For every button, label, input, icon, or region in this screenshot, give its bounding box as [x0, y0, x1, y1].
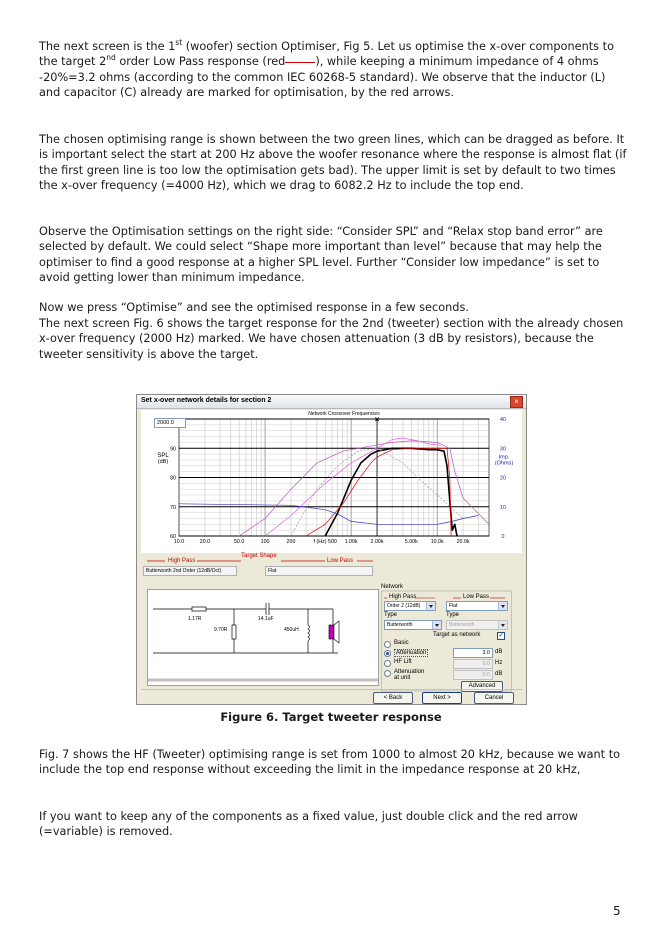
p1-sup-st: st	[175, 38, 183, 48]
network-label: Network	[381, 584, 404, 590]
y2-tick-label: 0	[501, 534, 505, 540]
x-tick-label: 2.00k	[370, 539, 384, 545]
x-tick-label: 5.00k	[404, 539, 418, 545]
attenuation-input[interactable]	[453, 648, 493, 658]
r2-label[interactable]: 9.70R	[214, 627, 228, 633]
chevron-down-icon[interactable]	[498, 602, 507, 610]
hf-lift-value: 0.0	[482, 661, 490, 667]
hp-shape-value: Butterworth 2nd Order (12dB/Oct)	[146, 568, 222, 574]
x-tick-label: 50.0	[233, 539, 245, 545]
x-tick-label: f (Hz) 500	[313, 539, 337, 545]
lp-order-value: Flat	[449, 603, 458, 609]
x-tick-label: 1.00k	[344, 539, 358, 545]
freq-input[interactable]	[154, 418, 186, 428]
paragraph-2: The chosen optimising range is shown between the two green lines, which can be dragged as before. It is important select the start at 200 Hz above the woofer resonance where the response is almost flat (if the first green line is too low the optimisation gets bad). The upper limit is set by default to two times the x-over frequency (=4000 Hz), which we drag to 6082.2 Hz to include the top end.	[39, 133, 627, 193]
hp-type-value: Butterworth	[387, 622, 413, 628]
net-lp-label: Low Pass	[463, 594, 490, 600]
hp-type-label: Type	[384, 612, 398, 618]
p1-text-c: order Low Pass response (red	[115, 55, 286, 69]
p1-text-b: (woofer) section Optimiser, Fig 5. Let us optimise the x-over components to the target 2	[39, 40, 614, 69]
p1-sup-nd: nd	[106, 53, 116, 63]
xover-dialog	[136, 394, 527, 705]
y2-axis-unit: (Ohms)	[494, 460, 514, 467]
target-as-network-label: Target as network	[433, 632, 481, 638]
attenuation-label: Attenuation	[396, 650, 427, 656]
p1-text-a: The next screen is the 1	[39, 40, 176, 53]
unit-db-2: dB	[495, 671, 503, 677]
atten-unit-label: Attenuation	[394, 669, 425, 675]
paragraph-3: Observe the Optimisation settings on the right side: “Consider SPL” and “Relax stop band error” are selected by default. We could select “Shape more important than level” because that may help the optimiser to find a good response at a higher SPL level. Further “Consider low impedance” is set to avoid getting lower than minimum impedance.	[39, 225, 603, 285]
page-number: 5	[613, 904, 621, 918]
atten-unit-value: 0.0	[482, 672, 490, 678]
hp-shape-field[interactable]	[143, 566, 237, 576]
figure-caption: Figure 6. Target tweeter response	[220, 710, 442, 724]
dialog-title: Set x-over network details for section 2	[141, 397, 272, 404]
unit-db-1: dB	[495, 649, 503, 655]
paragraph-6: If you want to keep any of the components as a fixed value, just double click and the red arrow (=variable) is removed.	[39, 810, 578, 839]
hp-order-select[interactable]	[384, 601, 436, 611]
paragraph-5: Fig. 7 shows the HF (Tweeter) optimising range is set from 1000 to almost 20 kHz, because we want to include the top end response without exceeding the limit in the impedance response at 20 kHz,	[39, 748, 621, 777]
hp-label: High Pass	[168, 558, 196, 564]
red-line-legend	[285, 62, 315, 63]
network-panel	[381, 584, 516, 692]
y2-tick-label: 40	[500, 417, 506, 423]
advanced-button[interactable]: Advanced	[461, 681, 503, 692]
crossover-marker-icon: ×	[374, 415, 380, 424]
paragraph-4a: Now we press “Optimise” and see the optimised response in a few seconds.	[39, 301, 469, 314]
dialog-titlebar	[137, 395, 526, 409]
y-tick-label: 70	[170, 504, 176, 511]
lp-type-value: Butterworth	[449, 622, 475, 628]
r1-label[interactable]: 1.17R	[188, 616, 202, 622]
chevron-down-icon[interactable]	[426, 602, 435, 610]
target-shape-panel	[141, 553, 375, 578]
response-chart[interactable]	[141, 410, 522, 553]
y2-tick-label: 20	[500, 475, 506, 482]
y-axis-label: SPL	[157, 453, 169, 460]
target-as-network-checkbox[interactable]: ✓	[498, 633, 504, 639]
radio-basic[interactable]	[384, 641, 391, 648]
x-tick-label: 20.0	[199, 539, 211, 545]
freq-input-value: 2000.0	[157, 420, 174, 426]
chevron-down-icon[interactable]	[432, 621, 441, 629]
y2-tick-label: 10	[500, 504, 506, 511]
y-tick-label: 60	[170, 534, 176, 540]
target-shape-label: Target Shape	[241, 553, 277, 559]
y-axis-unit: (dB)	[157, 458, 169, 465]
schematic-panel	[147, 589, 379, 686]
next-button[interactable]: Next >	[422, 692, 462, 704]
back-button[interactable]: < Back	[373, 692, 413, 704]
radio-attenuation[interactable]	[384, 650, 391, 657]
cancel-button[interactable]: Cancel	[474, 692, 514, 704]
lp-type-select[interactable]	[446, 620, 508, 630]
y2-tick-label: 30	[500, 446, 506, 453]
paragraph-4b: The next screen Fig. 6 shows the target response for the 2nd (tweeter) section with the already chosen x-over frequency (2000 Hz) marked. We have chosen attenuation (3 dB by resistors), because the tweeter sensitivity is above the target.	[39, 317, 624, 361]
x-tick-label: 10.0k	[430, 539, 444, 545]
lp-shape-field[interactable]	[265, 566, 373, 576]
attenuation-value: 3.0	[482, 650, 490, 656]
close-icon[interactable]: ×	[510, 396, 523, 408]
lp-type-label: Type	[446, 612, 460, 618]
hp-order-value: Order 2 (12dB)	[387, 603, 421, 609]
radio-atten-unit[interactable]	[384, 670, 391, 677]
x-tick-label: 10.0	[173, 539, 185, 545]
unit-hz: Hz	[495, 660, 503, 666]
l1-label[interactable]: 450uH	[284, 627, 299, 633]
x-tick-label: 200	[286, 539, 296, 545]
chevron-down-icon[interactable]	[498, 621, 507, 629]
chart-title: Network Crossover Frequencies	[308, 411, 380, 417]
schematic-drawing	[148, 590, 378, 685]
x-tick-label: 20.0k	[456, 539, 470, 545]
atten-unit-label-2: at unit	[394, 675, 411, 681]
y2-axis-label: Imp.	[498, 454, 510, 461]
lp-shape-value: Flat	[268, 568, 277, 574]
c1-label[interactable]: 14.1uF	[258, 616, 274, 622]
bottom-divider	[141, 689, 522, 691]
hp-type-select[interactable]	[384, 620, 442, 630]
y-tick-label: 90	[170, 446, 176, 453]
p1-text-d: ), while keeping a minimum impedance of 4 ohms -20%=3.2 ohms (according to the common IEC 60268-5 standard). We observe that the inductor (L) and capacitor (C) already are marked for optimisation, by the red arrows.	[39, 55, 606, 100]
x-tick-label: 100	[260, 539, 270, 545]
chart-area	[141, 410, 522, 553]
hf-lift-label: HF Lift	[394, 659, 412, 665]
radio-hf-lift[interactable]	[384, 660, 391, 667]
paragraph-1	[39, 39, 629, 101]
hf-lift-input[interactable]	[453, 659, 493, 669]
net-hp-label: High Pass	[389, 594, 417, 600]
y-tick-label: 80	[170, 475, 176, 482]
lp-order-select[interactable]	[446, 601, 508, 611]
basic-label: Basic	[394, 640, 409, 646]
lp-label: Low Pass	[327, 558, 354, 564]
atten-unit-input[interactable]	[453, 670, 493, 680]
